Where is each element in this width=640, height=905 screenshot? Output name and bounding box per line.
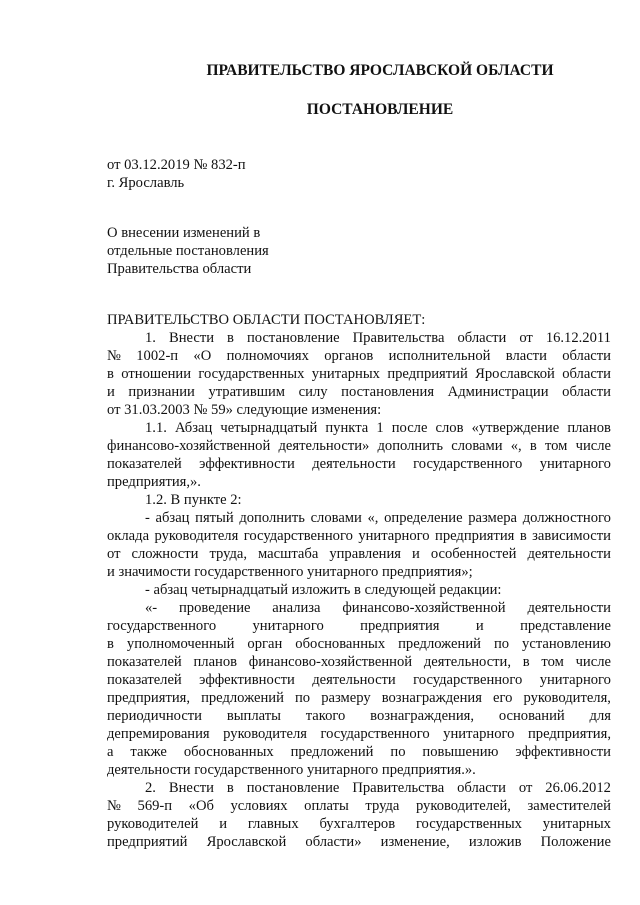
body-line: финансово-хозяйственной деятельности» дополнить словами «, в том числе [107, 438, 611, 454]
document-type-heading: ПОСТАНОВЛЕНИЕ [306, 101, 454, 118]
city: г. Ярославль [107, 175, 185, 191]
body-line: № 1002-п «О полномочиях органов исполнительной власти области [107, 348, 611, 364]
body-line: от 31.03.2003 № 59» следующие изменения: [107, 402, 382, 418]
government-heading: ПРАВИТЕЛЬСТВО ЯРОСЛАВСКОЙ ОБЛАСТИ [206, 62, 554, 79]
body-line: в отношении государственных унитарных предприятий Ярославской области [107, 366, 611, 382]
body-line: и признании утратившим силу постановления Администрации области [107, 384, 611, 400]
subject-line: Правительства области [107, 261, 252, 277]
body-line: предприятия,». [107, 474, 201, 490]
subject-line: О внесении изменений в [107, 225, 261, 241]
body-line: показателей планов финансово-хозяйственной деятельности, в том числе [107, 654, 611, 670]
body-line: и значимости государственного унитарного предприятия»; [107, 564, 473, 580]
body-line: 2. Внести в постановление Правительства области от 26.06.2012 [145, 780, 611, 796]
body-line: оклада руководителя государственного унитарного предприятия в зависимости [107, 528, 611, 544]
body-line: деятельности государственного унитарного предприятия.». [107, 762, 476, 778]
body-line: государственного унитарного предприятия и представление [107, 618, 611, 634]
body-line: 1.1. Абзац четырнадцатый пункта 1 после слов «утверждение планов [145, 420, 611, 436]
body-line: 1.2. В пункте 2: [145, 492, 242, 508]
body-line: - абзац пятый дополнить словами «, определение размера должностного [145, 510, 611, 526]
body-line: в уполномоченный орган обоснованных предложений по установлению [107, 636, 611, 652]
body-line: руководителей и главных бухгалтеров государственных унитарных [107, 816, 611, 832]
body-line: - абзац четырнадцатый изложить в следующей редакции: [145, 582, 502, 598]
body-line: периодичности выплаты такого вознаграждения, оснований для [107, 708, 611, 724]
body-line: № 569-п «Об условиях оплаты труда руководителей, заместителей [107, 798, 611, 814]
subject-line: отдельные постановления [107, 243, 269, 259]
body-line: от сложности труда, масштаба управления и особенностей деятельности [107, 546, 611, 562]
body-line: депремирования руководителя государственного унитарного предприятия, [107, 726, 611, 742]
body-line: предприятий Ярославской области» изменение, изложив Положение [107, 834, 611, 850]
body-line: показателей эффективности деятельности государственного унитарного [107, 456, 611, 472]
body-line: показателей эффективности деятельности государственного унитарного [107, 672, 611, 688]
preamble: ПРАВИТЕЛЬСТВО ОБЛАСТИ ПОСТАНОВЛЯЕТ: [107, 312, 426, 328]
body-line: 1. Внести в постановление Правительства области от 16.12.2011 [145, 330, 611, 346]
body-line: «- проведение анализа финансово-хозяйственной деятельности [145, 600, 611, 616]
body-line: предприятия, предложений по размеру вознаграждения его руководителя, [107, 690, 611, 706]
date-number: от 03.12.2019 № 832-п [107, 157, 246, 173]
body-line: а также обоснованных предложений по повышению эффективности [107, 744, 611, 760]
